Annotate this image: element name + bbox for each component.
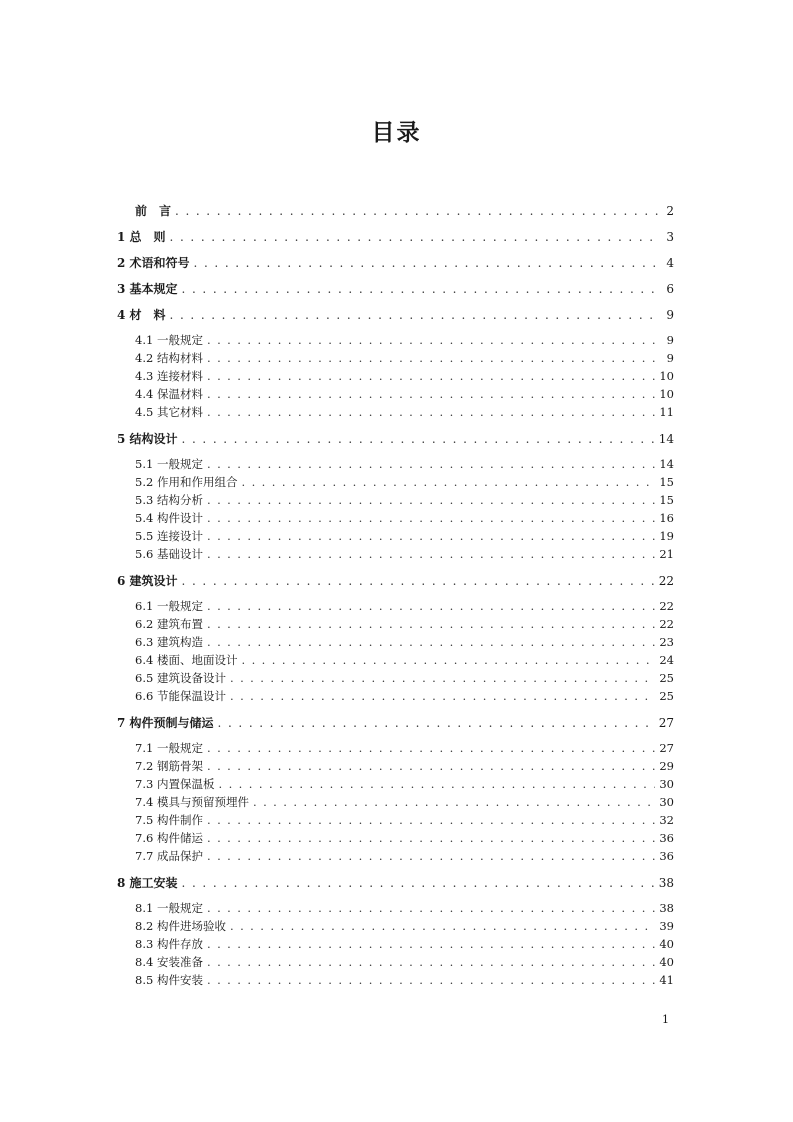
toc-dot-leader	[207, 405, 655, 419]
toc-entry-page: 9	[666, 333, 674, 347]
toc-section-entry[interactable]	[117, 900, 674, 918]
toc-entry-label: 5.3 结构分析	[135, 493, 203, 507]
toc-section-entry[interactable]	[117, 776, 674, 794]
table-of-contents	[117, 202, 674, 990]
toc-entry-page: 22	[659, 599, 674, 613]
toc-entry-page: 40	[659, 955, 674, 969]
toc-entry-page: 9	[666, 351, 674, 365]
toc-entry-page: 14	[658, 432, 674, 446]
toc-section-entry[interactable]	[117, 404, 674, 422]
toc-section-entry[interactable]	[117, 954, 674, 972]
toc-dot-leader	[241, 653, 655, 667]
toc-entry-page: 15	[659, 493, 674, 507]
toc-section-entry[interactable]	[117, 332, 674, 350]
toc-entry-label: 7.7 成品保护	[135, 849, 203, 863]
toc-entry-page: 40	[659, 937, 674, 951]
toc-entry-page: 32	[659, 813, 674, 827]
toc-entry-page: 25	[659, 689, 674, 703]
toc-dot-leader	[207, 529, 655, 543]
toc-dot-leader	[207, 973, 655, 987]
toc-entry-label: 4.4 保温材料	[135, 387, 203, 401]
toc-dot-leader	[207, 849, 655, 863]
toc-entry-page: 11	[659, 405, 674, 419]
toc-entry-page: 2	[666, 204, 674, 218]
toc-dot-leader	[207, 333, 658, 347]
toc-section-entry[interactable]	[117, 936, 674, 954]
toc-entry-label: 6.2 建筑布置	[135, 617, 203, 631]
toc-entry-label: 6.4 楼面、地面设计	[135, 653, 238, 667]
toc-dot-leader	[207, 547, 655, 561]
toc-section-entry[interactable]	[117, 386, 674, 404]
toc-entry-page: 29	[659, 759, 674, 773]
toc-entry-label: 5 结构设计	[117, 432, 178, 446]
toc-section-entry[interactable]	[117, 510, 674, 528]
toc-entry-page: 10	[659, 369, 674, 383]
toc-entry-page: 39	[659, 919, 674, 933]
toc-section-entry[interactable]	[117, 972, 674, 990]
toc-section-entry[interactable]	[117, 456, 674, 474]
toc-entry-page: 3	[666, 230, 674, 244]
toc-entry-label: 5.1 一般规定	[135, 457, 203, 471]
toc-dot-leader	[207, 511, 655, 525]
toc-dot-leader	[253, 795, 655, 809]
toc-dot-leader	[175, 204, 658, 218]
toc-entry-label: 4.5 其它材料	[135, 405, 203, 419]
toc-section-entry[interactable]	[117, 598, 674, 616]
toc-section-entry[interactable]	[117, 794, 674, 812]
toc-entry-label: 7 构件预制与储运	[117, 716, 214, 730]
toc-dot-leader	[170, 308, 658, 322]
toc-chapter-entry[interactable]	[117, 714, 674, 732]
toc-entry-page: 38	[658, 876, 674, 890]
toc-dot-leader	[182, 282, 658, 296]
toc-entry-page: 36	[659, 849, 674, 863]
toc-chapter-entry[interactable]	[117, 280, 674, 298]
toc-dot-leader	[182, 574, 655, 588]
toc-entry-page: 30	[659, 777, 674, 791]
toc-entry-page: 19	[659, 529, 674, 543]
toc-entry-page: 24	[659, 653, 674, 667]
toc-dot-leader	[207, 635, 655, 649]
toc-entry-label: 7.1 一般规定	[135, 741, 203, 755]
toc-section-entry[interactable]	[117, 492, 674, 510]
toc-entry-label: 5.2 作用和作用组合	[135, 475, 238, 489]
toc-section-entry[interactable]	[117, 812, 674, 830]
toc-entry-label: 1 总 则	[117, 230, 166, 244]
toc-dot-leader	[207, 955, 655, 969]
toc-entry-page: 15	[659, 475, 674, 489]
toc-chapter-entry[interactable]	[117, 874, 674, 892]
toc-entry-label: 6 建筑设计	[117, 574, 178, 588]
toc-entry-label: 8 施工安装	[117, 876, 178, 890]
toc-entry-label: 7.5 构件制作	[135, 813, 203, 827]
toc-section-entry[interactable]	[117, 688, 674, 706]
toc-entry-page: 4	[666, 256, 674, 270]
toc-section-entry[interactable]	[117, 528, 674, 546]
toc-section-entry[interactable]	[117, 546, 674, 564]
toc-dot-leader	[218, 716, 655, 730]
toc-dot-leader	[207, 493, 655, 507]
toc-entry-page: 9	[666, 308, 674, 322]
toc-entry-label: 5.4 构件设计	[135, 511, 203, 525]
toc-dot-leader	[207, 369, 655, 383]
toc-dot-leader	[207, 599, 655, 613]
toc-dot-leader	[241, 475, 655, 489]
toc-dot-leader	[207, 813, 655, 827]
toc-dot-leader	[230, 671, 655, 685]
toc-section-entry[interactable]	[117, 758, 674, 776]
toc-entry-label: 6.6 节能保温设计	[135, 689, 226, 703]
toc-entry-page: 36	[659, 831, 674, 845]
toc-section-entry[interactable]	[117, 918, 674, 936]
toc-entry-label: 7.4 模具与预留预埋件	[135, 795, 249, 809]
toc-section-entry[interactable]	[117, 634, 674, 652]
toc-dot-leader	[230, 919, 655, 933]
toc-dot-leader	[170, 230, 658, 244]
toc-entry-label: 8.2 构件进场验收	[135, 919, 226, 933]
toc-section-entry[interactable]	[117, 652, 674, 670]
toc-entry-page: 27	[659, 741, 674, 755]
toc-entry-page: 14	[659, 457, 674, 471]
toc-dot-leader	[182, 432, 655, 446]
toc-section-entry[interactable]	[117, 616, 674, 634]
toc-entry-label: 4 材 料	[117, 308, 166, 322]
toc-entry-page: 41	[659, 973, 674, 987]
toc-dot-leader	[207, 617, 655, 631]
toc-dot-leader	[230, 689, 655, 703]
toc-entry-page: 21	[659, 547, 674, 561]
page-title: 目录	[371, 119, 422, 146]
toc-chapter-entry[interactable]	[117, 228, 674, 246]
toc-entry-label: 6.5 建筑设备设计	[135, 671, 226, 685]
toc-chapter-entry[interactable]	[117, 254, 674, 272]
toc-entry-label: 2 术语和符号	[117, 256, 190, 270]
toc-section-entry[interactable]	[117, 670, 674, 688]
toc-dot-leader	[207, 937, 655, 951]
toc-entry-label: 8.5 构件安装	[135, 973, 203, 987]
toc-entry-label: 3 基本规定	[117, 282, 178, 296]
toc-entry-page: 27	[658, 716, 674, 730]
toc-dot-leader	[207, 759, 655, 773]
toc-chapter-entry[interactable]	[117, 202, 674, 220]
toc-entry-page: 6	[666, 282, 674, 296]
toc-entry-label: 8.4 安装准备	[135, 955, 203, 969]
toc-dot-leader	[207, 741, 655, 755]
toc-dot-leader	[182, 876, 655, 890]
toc-entry-label: 6.3 建筑构造	[135, 635, 203, 649]
toc-entry-page: 25	[659, 671, 674, 685]
toc-entry-label: 7.2 钢筋骨架	[135, 759, 203, 773]
toc-section-entry[interactable]	[117, 740, 674, 758]
toc-entry-label: 6.1 一般规定	[135, 599, 203, 613]
toc-entry-page: 16	[659, 511, 674, 525]
toc-entry-page: 10	[659, 387, 674, 401]
toc-section-entry[interactable]	[117, 350, 674, 368]
toc-section-entry[interactable]	[117, 848, 674, 866]
toc-chapter-entry[interactable]	[117, 306, 674, 324]
toc-entry-page: 22	[658, 574, 674, 588]
toc-entry-page: 22	[659, 617, 674, 631]
toc-dot-leader	[218, 777, 655, 791]
toc-entry-label: 8.1 一般规定	[135, 901, 203, 915]
toc-entry-label: 4.3 连接材料	[135, 369, 203, 383]
toc-entry-label: 7.6 构件储运	[135, 831, 203, 845]
toc-entry-label: 4.2 结构材料	[135, 351, 203, 365]
toc-dot-leader	[194, 256, 658, 270]
toc-dot-leader	[207, 901, 655, 915]
toc-dot-leader	[207, 831, 655, 845]
toc-entry-label: 8.3 构件存放	[135, 937, 203, 951]
toc-entry-label: 5.5 连接设计	[135, 529, 203, 543]
toc-entry-label: 前 言	[135, 204, 172, 218]
toc-entry-label: 5.6 基础设计	[135, 547, 203, 561]
toc-section-entry[interactable]	[117, 474, 674, 492]
toc-entry-page: 30	[659, 795, 674, 809]
toc-entry-label: 4.1 一般规定	[135, 333, 203, 347]
toc-dot-leader	[207, 351, 658, 365]
toc-entry-page: 23	[659, 635, 674, 649]
toc-dot-leader	[207, 387, 655, 401]
toc-section-entry[interactable]	[117, 368, 674, 386]
page-number: 1	[662, 1013, 669, 1026]
toc-entry-page: 38	[659, 901, 674, 915]
toc-chapter-entry[interactable]	[117, 430, 674, 448]
toc-chapter-entry[interactable]	[117, 572, 674, 590]
toc-dot-leader	[207, 457, 655, 471]
toc-section-entry[interactable]	[117, 830, 674, 848]
toc-entry-label: 7.3 内置保温板	[135, 777, 215, 791]
